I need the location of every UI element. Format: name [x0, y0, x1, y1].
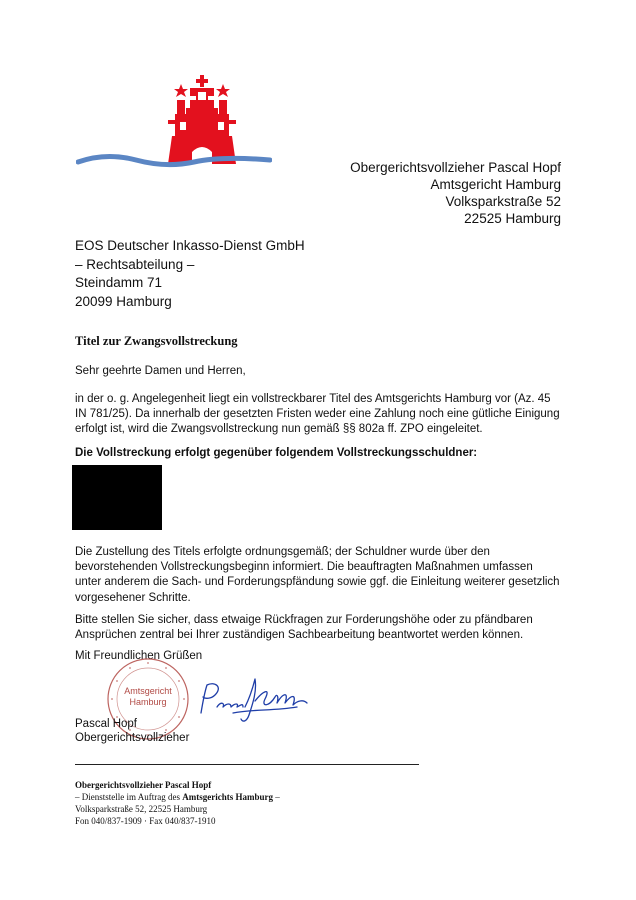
footer-line-1: Obergerichtsvollzieher Pascal Hopf [75, 780, 212, 790]
sender-name: Obergerichtsvollzieher Pascal Hopf [350, 160, 561, 175]
letter-paragraph-1: in der o. g. Angelegenheit liegt ein vollstreckbarer Titel des Amtsgerichts Hamburg vor (Az. 45 IN 781/25). Da innerhalb der gesetzten Fristen weder eine Zahlung noch eine gütliche Einigung erfolgt ist, wird die Zwangsvollstreckung nun gemäß §§ 802a ff. ZPO eingeleitet. [75, 393, 560, 436]
sender-city: 22525 Hamburg [464, 211, 561, 226]
footer-line-4: Fon 040/837-1909 · Fax 040/837-1910 [75, 816, 216, 826]
debtor-heading: Die Vollstreckung erfolgt gegenüber folgendem Vollstreckungsschuldner: [75, 447, 478, 459]
letter-closing: Mit Freundlichen Grüßen [75, 650, 203, 662]
hamburg-castle-logo-icon [76, 74, 272, 174]
stamp-line-2: Hamburg [129, 697, 167, 707]
footer-line-2 [75, 791, 280, 803]
signer-title: Obergerichtsvollzieher [75, 732, 190, 744]
signer-block [75, 717, 189, 745]
sender-street: Volksparkstraße 52 [445, 194, 561, 209]
signer-name: Pascal Hopf [75, 718, 138, 730]
stamp-line-1: Amtsgericht [124, 686, 172, 696]
footer-divider [75, 764, 419, 765]
stamp-text [106, 686, 190, 708]
footer-line-2-prefix: – Dienststelle im Auftrag des [75, 792, 183, 802]
letter-subject: Titel zur Zwangsvollstreckung [75, 334, 238, 348]
footer-line-3: Volksparkstraße 52, 22525 Hamburg [75, 804, 208, 814]
sender-address [350, 159, 561, 227]
recipient-address [75, 237, 305, 311]
recipient-department: – Rechtsabteilung – [75, 256, 195, 272]
recipient-company: EOS Deutscher Inkasso-Dienst GmbH [75, 238, 305, 253]
redacted-debtor-block [72, 465, 162, 530]
sender-court: Amtsgericht Hamburg [430, 177, 561, 192]
footer-line-2-suffix: – [272, 792, 280, 802]
footer [75, 779, 280, 827]
footer-line-2-bold: Amtsgerichts Hamburg [182, 792, 273, 802]
letter-paragraph-2: Die Zustellung des Titels erfolgte ordnungsgemäß; der Schuldner wurde über den bevorstehenden Vollstreckungsbeginn informiert. Die beauftragten Maßnahmen umfassen unter anderem die Sach- und Forderungspfändung sowie ggf. die Einleitung weiterer gesetzlich vorgesehener Schritte. [75, 546, 560, 604]
handwritten-signature-icon [193, 673, 313, 725]
recipient-city: 20099 Hamburg [75, 293, 172, 309]
letter-paragraph-3: Bitte stellen Sie sicher, dass etwaige Rückfragen zur Forderungshöhe oder zu pfändbaren Ansprüchen zentral bei Ihrer zuständigen Sachbearbeitung beantwortet werden können. [75, 614, 533, 642]
recipient-street: Steindamm 71 [75, 275, 163, 290]
letter-salutation: Sehr geehrte Damen und Herren, [75, 365, 246, 377]
